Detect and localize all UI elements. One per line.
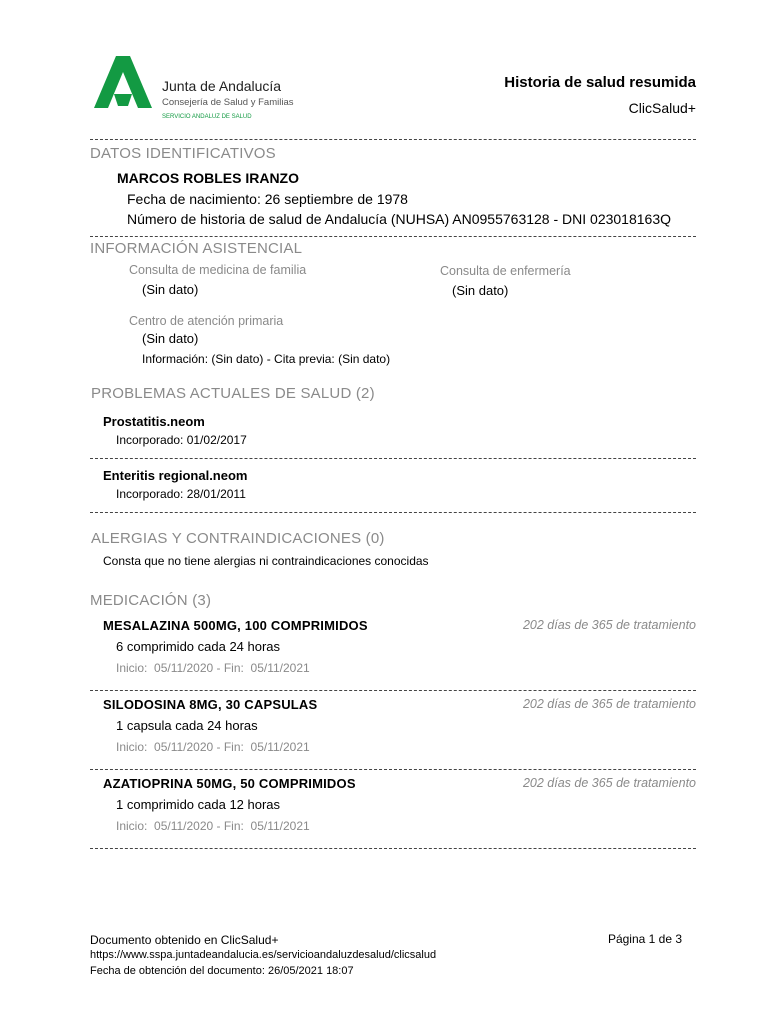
divider [90,236,696,237]
problem-name: Enteritis regional.neom [103,468,248,483]
centro-label: Centro de atención primaria [129,314,284,328]
medication-dates: Inicio: 05/11/2020 - Fin: 05/11/2021 [116,740,310,754]
footer-url[interactable]: https://www.sspa.juntadeandalucia.es/servicioandaluzdesalud/clicsalud [90,949,437,961]
centro-value: (Sin dato) [142,331,199,346]
doc-title: Historia de salud resumida [504,74,696,91]
medication-name: AZATIOPRINA 50MG, 50 COMPRIMIDOS [103,776,356,791]
familia-value: (Sin dato) [142,282,199,297]
app-name: ClicSalud+ [628,100,696,116]
section-title-medicacion: MEDICACIÓN (3) [90,592,212,609]
enfermeria-label: Consulta de enfermería [440,264,571,278]
medication-dose: 6 comprimido cada 24 horas [116,639,281,654]
medication-dates: Inicio: 05/11/2020 - Fin: 05/11/2021 [116,819,310,833]
medication-treatment-days: 202 días de 365 de tratamiento [522,776,696,790]
org-name: Junta de Andalucía [162,78,282,94]
divider [90,458,696,459]
enfermeria-value: (Sin dato) [452,283,509,298]
alergias-text: Consta que no tiene alergias ni contraindicaciones conocidas [103,554,429,568]
junta-logo [92,52,292,124]
junta-logo-icon [92,54,154,110]
section-title-asistencial: INFORMACIÓN ASISTENCIAL [90,240,303,257]
divider [90,139,696,140]
org-service: SERVICIO ANDALUZ DE SALUD [162,114,252,120]
problem-name: Prostatitis.neom [103,414,205,429]
page-number: Página 1 de 3 [607,932,682,946]
divider [90,690,696,691]
footer-source: Documento obtenido en ClicSalud+ [90,933,279,947]
divider [90,512,696,513]
familia-label: Consulta de medicina de familia [129,263,307,277]
footer-date: Fecha de obtención del documento: 26/05/2021 18:07 [90,965,354,977]
medication-treatment-days: 202 días de 365 de tratamiento [522,618,696,632]
medication-dates: Inicio: 05/11/2020 - Fin: 05/11/2021 [116,661,310,675]
section-title-identificativos: DATOS IDENTIFICATIVOS [90,145,276,162]
problem-date: Incorporado: 01/02/2017 [116,433,247,447]
medication-dose: 1 comprimido cada 12 horas [116,797,281,812]
medication-treatment-days: 202 días de 365 de tratamiento [522,697,696,711]
nuhsa-dni: Número de historia de salud de Andalucía (NUHSA) AN0955763128 - DNI 023018163Q [127,211,671,227]
patient-name: MARCOS ROBLES IRANZO [117,170,299,186]
medication-dose: 1 capsula cada 24 horas [116,718,258,733]
divider [90,848,696,849]
problem-date: Incorporado: 28/01/2011 [116,487,246,501]
section-title-alergias: ALERGIAS Y CONTRAINDICACIONES (0) [91,530,385,547]
divider [90,769,696,770]
section-title-problemas: PROBLEMAS ACTUALES DE SALUD (2) [91,385,375,402]
medication-name: MESALAZINA 500MG, 100 COMPRIMIDOS [103,618,368,633]
org-sub: Consejería de Salud y Familias [162,97,294,108]
medication-name: SILODOSINA 8MG, 30 CAPSULAS [103,697,318,712]
centro-info: Información: (Sin dato) - Cita previa: (Sin dato) [142,352,391,366]
birth-date: Fecha de nacimiento: 26 septiembre de 1978 [127,191,408,207]
